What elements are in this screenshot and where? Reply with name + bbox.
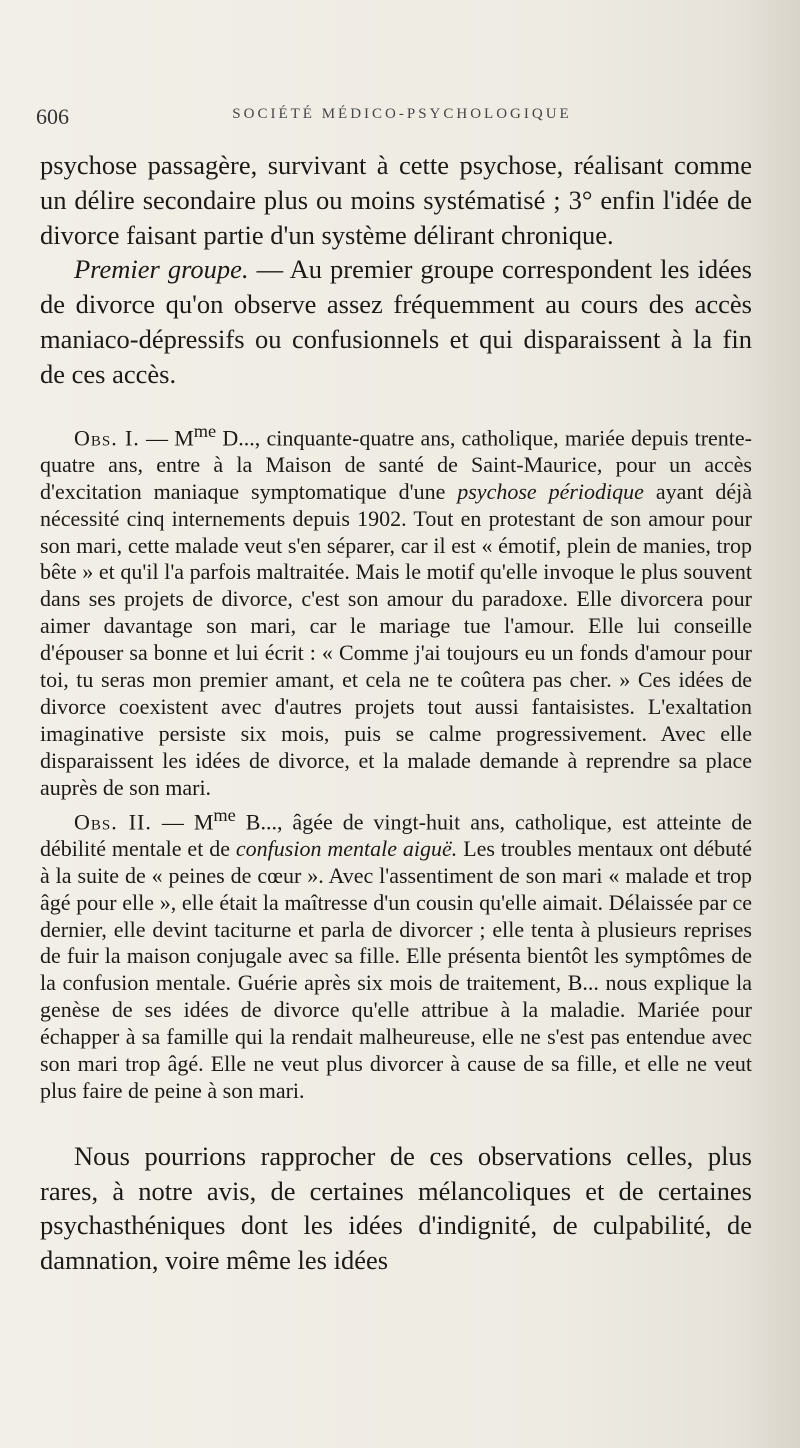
obs2-text2: Les troubles mentaux ont débuté à la suite de « peines de cœur ». Avec l'assentiment de son mari « malade et trop âgé pour elle », elle était la maîtresse d'un cousin qu'elle aimait. Délaissée par ce dernier, elle devint taciturne et parla de divorcer ; elle tenta à plusieurs reprises de fuir la maison conjugale avec sa fille. Elle présenta bientôt les symptômes de la confusion mentale. Guérie après six mois de traitement, B... nous explique la genèse de ses idées de divorce qu'elle attribue à la maladie. Mariée pour échapper à sa famille qui la rendait malheureuse, elle ne s'est pas entendue avec son mari trop âgé. Elle ne veut plus divorcer à cause de sa fille, et elle ne veut plus faire de peine à son mari. [40,835,752,1103]
obs1-text2: ayant déjà nécessité cinq internements depuis 1902. Tout en protestant de son amour pour son mari, cette malade veut s'en séparer, car il est « émotif, plein de manies, trop bête » et qu'il l'a parfois maltraitée. Mais le motif qu'elle invoque le plus souvent dans ses projets de divorce, c'est son amour du paradoxe. Elle divorcera pour aimer davantage son mari, car le mariage tue l'amour. Elle lui conseille d'épouser sa bonne et lui écrit : « Comme j'ai toujours eu un fonds d'amour pour toi, tu seras mon premier amant, et cela ne te coûtera pas cher. » Ces idées de divorce coexistent avec d'autres projets tout aussi fantaisistes. L'exaltation imaginative persiste six mois, puis se calme progressivement. Avec elle disparaissent les idées de divorce, et la malade demande à reprendre sa place auprès de son mari. [40,478,753,800]
obs2-italic: confusion mentale aiguë. [235,835,458,861]
page-header [32,100,772,136]
obs2-lead: — M [151,808,214,834]
obs1-label: Obs. I. [74,424,140,450]
observation-2 [40,802,752,1105]
obs2-sup: me [213,804,236,825]
conclusion-paragraph: Nous pourrions rapprocher de ces observations celles, plus rares, à notre avis, de certaines mélancoliques et de certaines psychasthéniques dont les idées d'indignité, de culpabilité, de damnation, voire même les idées [40,1140,752,1276]
obs1-text1: D..., cinquante-quatre ans, catholique, mariée depuis trente-quatre ans, entre à la Maison de santé de Saint-Maurice, pour un accès d'excitation maniaque symptomatique d'une [40,424,752,504]
running-title: SOCIÉTÉ MÉDICO-PSYCHOLOGIQUE [232,106,572,122]
premier-groupe-label: Premier groupe. [74,254,249,285]
intro-paragraph: psychose passagère, survivant à cette psychose, réalisant comme un délire secondaire plus ou moins systématisé ; 3° enfin l'idée de divorce faisant partie d'un système délirant chronique. [40,150,752,250]
premier-groupe-paragraph [40,252,752,391]
premier-groupe-text: — Au premier groupe correspondent les idées de divorce qu'on observe assez fréquemment au cours des accès maniaco-dépressifs ou confusionnels et qui disparaissent à la fin de ces accès. [40,254,752,389]
obs2-text1: B..., âgée de vingt-huit ans, catholique, est atteinte de débilité mentale et de [40,808,752,861]
observation-1 [40,418,752,802]
spacer [40,1105,752,1139]
spacer [40,392,752,418]
page-body [40,148,752,1278]
obs1-lead: — M [139,424,194,450]
obs1-sup: me [193,420,217,441]
obs1-italic: psychose périodique [457,478,644,504]
page-number: 606 [36,104,69,129]
obs2-label: Obs. II. [74,808,152,834]
